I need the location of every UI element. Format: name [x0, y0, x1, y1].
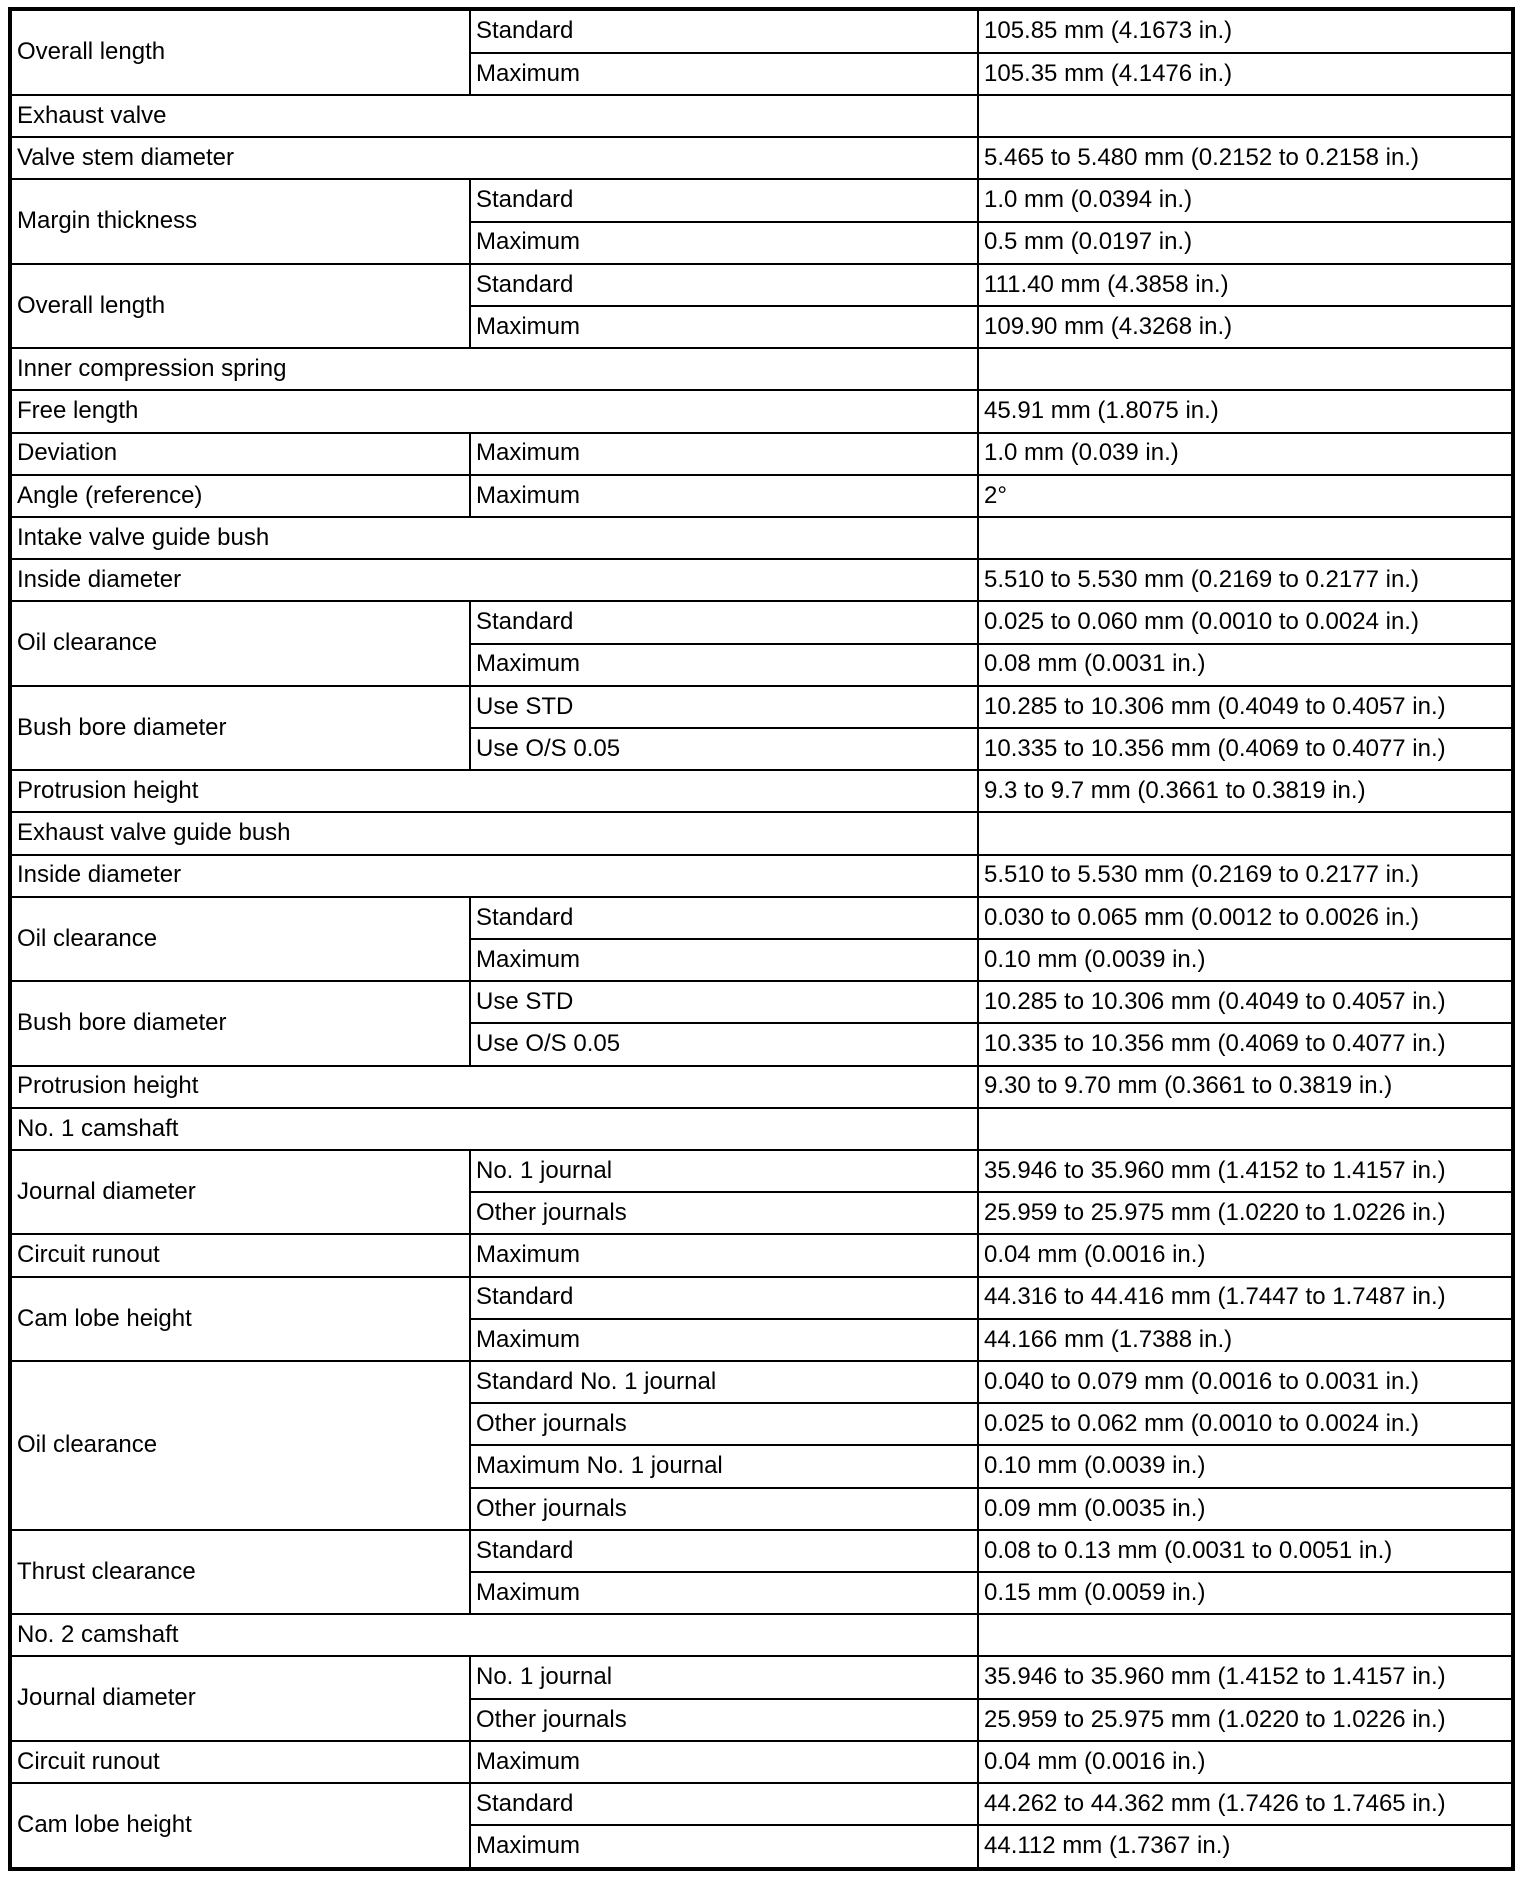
value-cell: 5.465 to 5.480 mm (0.2152 to 0.2158 in.) — [978, 137, 1513, 179]
value-cell: 0.09 mm (0.0035 in.) — [978, 1488, 1513, 1530]
value-cell: 0.030 to 0.065 mm (0.0012 to 0.0026 in.) — [978, 897, 1513, 939]
value-cell: 0.025 to 0.060 mm (0.0010 to 0.0024 in.) — [978, 601, 1513, 643]
section-title: Intake valve guide bush — [10, 517, 978, 559]
condition-cell: Maximum — [470, 939, 978, 981]
condition-cell: Maximum — [470, 1572, 978, 1614]
item-cell: Inside diameter — [10, 559, 978, 601]
value-cell: 2° — [978, 475, 1513, 517]
value-cell — [978, 812, 1513, 854]
condition-cell: Use O/S 0.05 — [470, 728, 978, 770]
value-cell: 0.15 mm (0.0059 in.) — [978, 1572, 1513, 1614]
section-title: No. 2 camshaft — [10, 1614, 978, 1656]
item-cell: Oil clearance — [10, 601, 470, 685]
value-cell: 0.08 mm (0.0031 in.) — [978, 644, 1513, 686]
condition-cell: Maximum — [470, 53, 978, 95]
section-header-row — [10, 812, 1513, 854]
condition-cell: Maximum — [470, 1234, 978, 1276]
condition-cell: Maximum — [470, 1825, 978, 1869]
value-cell: 45.91 mm (1.8075 in.) — [978, 390, 1513, 432]
item-cell: Oil clearance — [10, 897, 470, 981]
item-cell: Protrusion height — [10, 1066, 978, 1108]
value-cell: 9.30 to 9.70 mm (0.3661 to 0.3819 in.) — [978, 1066, 1513, 1108]
table-row — [10, 601, 1513, 643]
condition-cell: Standard — [470, 1277, 978, 1319]
value-cell: 10.335 to 10.356 mm (0.4069 to 0.4077 in.) — [978, 1023, 1513, 1065]
section-header-row — [10, 1614, 1513, 1656]
value-cell: 0.10 mm (0.0039 in.) — [978, 1445, 1513, 1487]
value-cell: 10.285 to 10.306 mm (0.4049 to 0.4057 in.) — [978, 981, 1513, 1023]
value-cell: 35.946 to 35.960 mm (1.4152 to 1.4157 in.) — [978, 1656, 1513, 1698]
condition-cell: Standard — [470, 9, 978, 53]
value-cell: 0.04 mm (0.0016 in.) — [978, 1741, 1513, 1783]
condition-cell: Standard — [470, 897, 978, 939]
value-cell — [978, 95, 1513, 137]
section-title: Exhaust valve guide bush — [10, 812, 978, 854]
table-row — [10, 559, 1513, 601]
condition-cell: Maximum — [470, 1319, 978, 1361]
condition-cell: Maximum — [470, 644, 978, 686]
condition-cell: No. 1 journal — [470, 1150, 978, 1192]
value-cell: 1.0 mm (0.039 in.) — [978, 433, 1513, 475]
table-row — [10, 897, 1513, 939]
section-title: No. 1 camshaft — [10, 1108, 978, 1150]
condition-cell: Other journals — [470, 1488, 978, 1530]
value-cell: 5.510 to 5.530 mm (0.2169 to 0.2177 in.) — [978, 559, 1513, 601]
item-cell: Valve stem diameter — [10, 137, 978, 179]
item-cell: Cam lobe height — [10, 1277, 470, 1361]
value-cell: 1.0 mm (0.0394 in.) — [978, 179, 1513, 221]
table-row — [10, 1741, 1513, 1783]
spec-table — [8, 7, 1515, 1871]
item-cell: Inside diameter — [10, 855, 978, 897]
condition-cell: Other journals — [470, 1403, 978, 1445]
condition-cell: Maximum — [470, 222, 978, 264]
value-cell: 5.510 to 5.530 mm (0.2169 to 0.2177 in.) — [978, 855, 1513, 897]
value-cell — [978, 348, 1513, 390]
condition-cell: Maximum — [470, 433, 978, 475]
value-cell: 44.316 to 44.416 mm (1.7447 to 1.7487 in.) — [978, 1277, 1513, 1319]
condition-cell: Maximum — [470, 475, 978, 517]
table-row — [10, 137, 1513, 179]
item-cell: Cam lobe height — [10, 1783, 470, 1869]
condition-cell: Standard No. 1 journal — [470, 1361, 978, 1403]
condition-cell: Standard — [470, 264, 978, 306]
condition-cell: Use STD — [470, 981, 978, 1023]
condition-cell: Standard — [470, 601, 978, 643]
value-cell: 44.112 mm (1.7367 in.) — [978, 1825, 1513, 1869]
condition-cell: Use O/S 0.05 — [470, 1023, 978, 1065]
value-cell — [978, 1614, 1513, 1656]
table-row — [10, 179, 1513, 221]
condition-cell: Standard — [470, 179, 978, 221]
table-row — [10, 1234, 1513, 1276]
item-cell: Deviation — [10, 433, 470, 475]
item-cell: Thrust clearance — [10, 1530, 470, 1614]
item-cell: Protrusion height — [10, 770, 978, 812]
table-row — [10, 475, 1513, 517]
table-row — [10, 1656, 1513, 1698]
table-row — [10, 9, 1513, 53]
condition-cell: Maximum No. 1 journal — [470, 1445, 978, 1487]
item-cell: Oil clearance — [10, 1361, 470, 1530]
table-row — [10, 1530, 1513, 1572]
value-cell: 105.35 mm (4.1476 in.) — [978, 53, 1513, 95]
table-row — [10, 855, 1513, 897]
value-cell: 35.946 to 35.960 mm (1.4152 to 1.4157 in.) — [978, 1150, 1513, 1192]
value-cell: 0.5 mm (0.0197 in.) — [978, 222, 1513, 264]
table-row — [10, 1361, 1513, 1403]
table-row — [10, 1150, 1513, 1192]
table-row — [10, 264, 1513, 306]
value-cell: 9.3 to 9.7 mm (0.3661 to 0.3819 in.) — [978, 770, 1513, 812]
table-row — [10, 686, 1513, 728]
value-cell: 25.959 to 25.975 mm (1.0220 to 1.0226 in.) — [978, 1192, 1513, 1234]
value-cell: 105.85 mm (4.1673 in.) — [978, 9, 1513, 53]
value-cell: 0.025 to 0.062 mm (0.0010 to 0.0024 in.) — [978, 1403, 1513, 1445]
item-cell: Journal diameter — [10, 1656, 470, 1740]
value-cell: 10.285 to 10.306 mm (0.4049 to 0.4057 in.) — [978, 686, 1513, 728]
section-title: Exhaust valve — [10, 95, 978, 137]
table-row — [10, 433, 1513, 475]
condition-cell: Maximum — [470, 306, 978, 348]
item-cell: Margin thickness — [10, 179, 470, 263]
item-cell: Overall length — [10, 9, 470, 95]
table-row — [10, 1066, 1513, 1108]
value-cell — [978, 517, 1513, 559]
item-cell: Circuit runout — [10, 1741, 470, 1783]
value-cell — [978, 1108, 1513, 1150]
table-row — [10, 1783, 1513, 1825]
item-cell: Bush bore diameter — [10, 981, 470, 1065]
condition-cell: Other journals — [470, 1192, 978, 1234]
condition-cell: Standard — [470, 1530, 978, 1572]
value-cell: 109.90 mm (4.3268 in.) — [978, 306, 1513, 348]
value-cell: 44.262 to 44.362 mm (1.7426 to 1.7465 in.) — [978, 1783, 1513, 1825]
condition-cell: Standard — [470, 1783, 978, 1825]
item-cell: Angle (reference) — [10, 475, 470, 517]
item-cell: Journal diameter — [10, 1150, 470, 1234]
section-header-row — [10, 517, 1513, 559]
value-cell: 10.335 to 10.356 mm (0.4069 to 0.4077 in.) — [978, 728, 1513, 770]
value-cell: 111.40 mm (4.3858 in.) — [978, 264, 1513, 306]
value-cell: 44.166 mm (1.7388 in.) — [978, 1319, 1513, 1361]
section-title: Inner compression spring — [10, 348, 978, 390]
condition-cell: Other journals — [470, 1699, 978, 1741]
section-header-row — [10, 348, 1513, 390]
item-cell: Free length — [10, 390, 978, 432]
item-cell: Bush bore diameter — [10, 686, 470, 770]
value-cell: 0.04 mm (0.0016 in.) — [978, 1234, 1513, 1276]
section-header-row — [10, 1108, 1513, 1150]
item-cell: Overall length — [10, 264, 470, 348]
table-row — [10, 1277, 1513, 1319]
item-cell: Circuit runout — [10, 1234, 470, 1276]
value-cell: 0.10 mm (0.0039 in.) — [978, 939, 1513, 981]
condition-cell: Maximum — [470, 1741, 978, 1783]
value-cell: 0.040 to 0.079 mm (0.0016 to 0.0031 in.) — [978, 1361, 1513, 1403]
table-row — [10, 390, 1513, 432]
value-cell: 0.08 to 0.13 mm (0.0031 to 0.0051 in.) — [978, 1530, 1513, 1572]
condition-cell: Use STD — [470, 686, 978, 728]
table-row — [10, 770, 1513, 812]
value-cell: 25.959 to 25.975 mm (1.0220 to 1.0226 in.) — [978, 1699, 1513, 1741]
condition-cell: No. 1 journal — [470, 1656, 978, 1698]
section-header-row — [10, 95, 1513, 137]
table-row — [10, 981, 1513, 1023]
